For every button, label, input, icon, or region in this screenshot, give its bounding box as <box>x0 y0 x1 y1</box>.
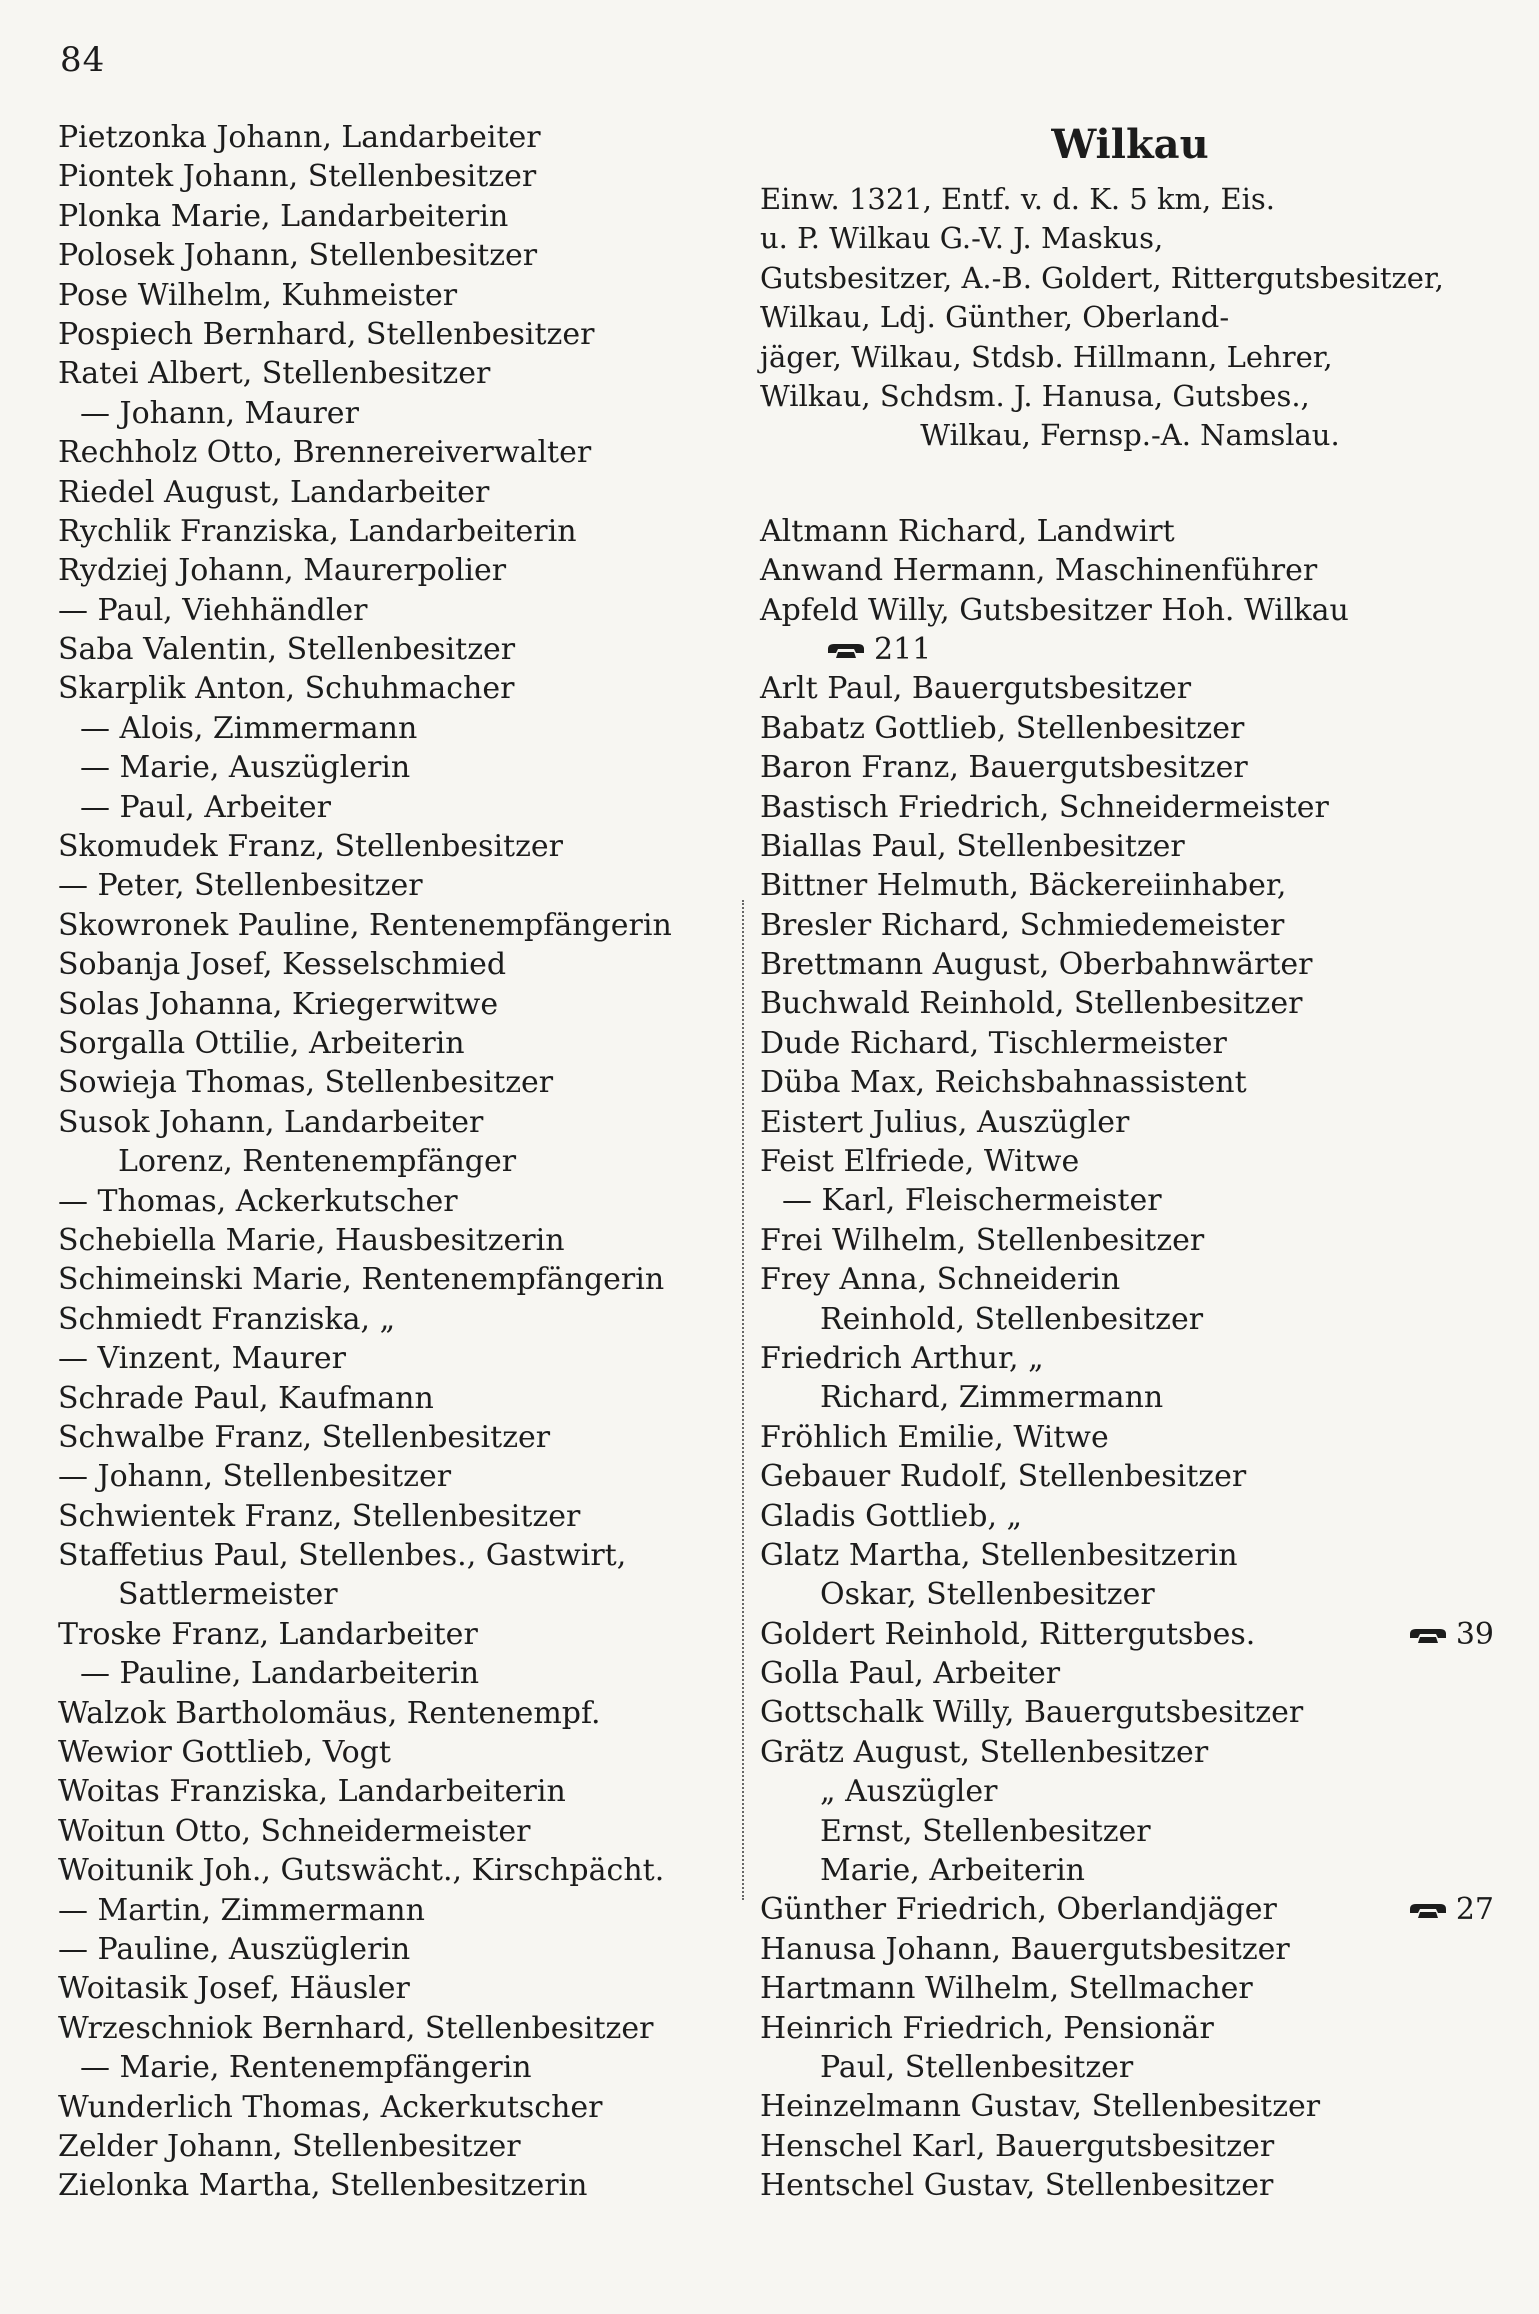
entry-text: Ratei Albert, Stellenbesitzer <box>58 356 491 392</box>
right-column <box>760 118 1500 2206</box>
entry-text: — Karl, Fleischermeister <box>782 1183 1162 1219</box>
entry-text: Henschel Karl, Bauergutsbesitzer <box>760 2128 1275 2164</box>
intro-line: jäger, Wilkau, Stdsb. Hillmann, Lehrer, <box>760 339 1333 374</box>
phone-reference <box>1402 1890 1494 1929</box>
directory-entry <box>58 1300 738 1339</box>
directory-entry <box>58 315 738 354</box>
directory-entry <box>760 2048 1500 2087</box>
entry-text: Schwientek Franz, Stellenbesitzer <box>58 1498 581 1534</box>
directory-entry <box>58 2127 738 2166</box>
entry-text: Buchwald Reinhold, Stellenbesitzer <box>760 986 1303 1022</box>
directory-entry <box>760 591 1500 630</box>
entry-text: Babatz Gottlieb, Stellenbesitzer <box>760 710 1245 746</box>
right-entries <box>760 512 1500 2206</box>
directory-entry <box>760 2009 1500 2048</box>
entry-text: Frei Wilhelm, Stellenbesitzer <box>760 1222 1205 1258</box>
directory-entry <box>58 866 738 905</box>
entry-text: Gebauer Rudolf, Stellenbesitzer <box>760 1459 1247 1495</box>
directory-entry <box>58 433 738 472</box>
entry-text: Piontek Johann, Stellenbesitzer <box>58 159 537 195</box>
entry-text: — Peter, Stellenbesitzer <box>58 868 423 904</box>
directory-entry <box>760 1221 1500 1260</box>
phone-number: 39 <box>1455 1616 1494 1652</box>
directory-entry <box>760 2127 1500 2166</box>
entry-text: Riedel August, Landarbeiter <box>58 474 490 510</box>
entry-text: Woitunik Joh., Gutswächt., Kirschpächt. <box>58 1853 665 1889</box>
entry-text: Bittner Helmuth, Bäckereiinhaber, <box>760 868 1287 904</box>
directory-entry <box>58 1733 738 1772</box>
directory-entry <box>760 1615 1500 1654</box>
directory-entry <box>58 669 738 708</box>
entry-text: Pietzonka Johann, Landarbeiter <box>58 120 541 155</box>
directory-entry <box>760 1930 1500 1969</box>
directory-entry <box>58 1891 738 1930</box>
directory-entry <box>58 354 738 393</box>
directory-entry <box>760 1300 1500 1339</box>
directory-entry <box>760 1378 1500 1417</box>
directory-entry <box>760 2166 1500 2205</box>
entry-text: Dude Richard, Tischlermeister <box>760 1025 1227 1061</box>
entry-text: Zelder Johann, Stellenbesitzer <box>58 2128 521 2164</box>
directory-entry <box>760 748 1500 787</box>
entry-text: Gladis Gottlieb, „ <box>760 1498 1023 1534</box>
directory-entry <box>58 827 738 866</box>
entry-text: Sobanja Josef, Kesselschmied <box>58 947 507 983</box>
directory-entry <box>58 1457 738 1496</box>
directory-entry <box>760 827 1500 866</box>
directory-entry <box>58 906 738 945</box>
entry-text: Saba Valentin, Stellenbesitzer <box>58 632 516 668</box>
entry-text: Feist Elfriede, Witwe <box>760 1144 1080 1180</box>
section-title: Wilkau <box>1051 121 1209 168</box>
entry-text: Glatz Martha, Stellenbesitzerin <box>760 1537 1238 1573</box>
directory-entry <box>58 512 738 551</box>
directory-entry <box>760 1693 1500 1732</box>
entry-text: Skarplik Anton, Schuhmacher <box>58 671 515 707</box>
directory-entry <box>760 1181 1500 1220</box>
directory-entry <box>58 985 738 1024</box>
entry-text: Schrade Paul, Kaufmann <box>58 1380 434 1416</box>
entry-text: Schebiella Marie, Hausbesitzerin <box>58 1222 565 1258</box>
directory-entry <box>760 630 1500 669</box>
directory-entry <box>760 551 1500 590</box>
entry-text: Baron Franz, Bauergutsbesitzer <box>760 750 1248 786</box>
directory-entry <box>58 1969 738 2008</box>
entry-text: — Thomas, Ackerkutscher <box>58 1183 458 1219</box>
directory-entry <box>760 1497 1500 1536</box>
directory-entry <box>58 1379 738 1418</box>
directory-entry <box>760 1536 1500 1575</box>
entry-text: Solas Johanna, Kriegerwitwe <box>58 986 499 1022</box>
entry-text: Staffetius Paul, Stellenbes., Gastwirt, <box>58 1538 627 1574</box>
entry-text: Schwalbe Franz, Stellenbesitzer <box>58 1419 551 1455</box>
entry-text: — Marie, Auszüglerin <box>80 750 411 786</box>
entry-text: Hartmann Wilhelm, Stellmacher <box>760 1971 1253 2007</box>
entry-text: Pospiech Bernhard, Stellenbesitzer <box>58 316 595 352</box>
section-intro <box>760 180 1500 456</box>
directory-entry <box>58 1142 738 1181</box>
entry-text: — Johann, Stellenbesitzer <box>58 1459 452 1495</box>
entry-text: Arlt Paul, Bauergutsbesitzer <box>760 671 1192 707</box>
intro-line: Wilkau, Fernsp.-A. Namslau. <box>920 418 1340 453</box>
entry-text: Gottschalk Willy, Bauergutsbesitzer <box>760 1695 1304 1731</box>
entry-text: Rydziej Johann, Maurerpolier <box>58 553 507 589</box>
entry-text: — Marie, Rentenempfängerin <box>80 2050 532 2086</box>
directory-entry <box>58 197 738 236</box>
entry-text: „ Auszügler <box>820 1774 998 1810</box>
directory-entry <box>760 1575 1500 1614</box>
directory-entry <box>760 1142 1500 1181</box>
telephone-icon <box>826 642 866 660</box>
entry-text: Plonka Marie, Landarbeiterin <box>58 198 509 234</box>
directory-entry <box>58 2088 738 2127</box>
entry-text: — Pauline, Auszüglerin <box>58 1931 411 1967</box>
directory-entry <box>760 788 1500 827</box>
directory-entry <box>58 2166 738 2205</box>
entry-text: — Paul, Arbeiter <box>80 789 331 825</box>
entry-text: Wrzeschniok Bernhard, Stellenbesitzer <box>58 2010 654 2046</box>
directory-entry <box>760 1024 1500 1063</box>
entry-text: Golla Paul, Arbeiter <box>760 1656 1061 1692</box>
directory-entry <box>760 1654 1500 1693</box>
entry-text: Richard, Zimmermann <box>820 1380 1164 1416</box>
telephone-icon <box>1408 1902 1448 1920</box>
directory-entry <box>58 1930 738 1969</box>
directory-entry <box>58 118 738 157</box>
directory-entry <box>58 788 738 827</box>
directory-entry <box>760 2087 1500 2126</box>
entry-text: Paul, Stellenbesitzer <box>820 2050 1134 2085</box>
entry-text: Bresler Richard, Schmiedemeister <box>760 907 1285 943</box>
directory-entry <box>58 1418 738 1457</box>
entry-text: Sowieja Thomas, Stellenbesitzer <box>58 1065 554 1101</box>
directory-entry <box>58 1536 738 1575</box>
entry-text: Wunderlich Thomas, Ackerkutscher <box>58 2089 603 2125</box>
intro-line: Gutsbesitzer, A.-B. Goldert, Rittergutsbesitzer, Wilkau, Ldj. Günther, Oberland- <box>760 260 1444 335</box>
directory-entry <box>58 1339 738 1378</box>
entry-text: Fröhlich Emilie, Witwe <box>760 1419 1109 1455</box>
directory-entry <box>58 1654 738 1693</box>
entry-text: Hanusa Johann, Bauergutsbesitzer <box>760 1931 1290 1967</box>
directory-entry <box>58 1103 738 1142</box>
entry-text: Altmann Richard, Landwirt <box>760 513 1175 549</box>
directory-entry <box>760 1457 1500 1496</box>
directory-entry <box>58 591 738 630</box>
entry-text: Polosek Johann, Stellenbesitzer <box>58 238 538 274</box>
directory-entry <box>58 1772 738 1811</box>
entry-text: Günther Friedrich, Oberlandjäger <box>760 1892 1277 1928</box>
directory-entry <box>58 2009 738 2048</box>
section-spacer <box>760 456 1500 512</box>
directory-entry <box>760 1733 1500 1772</box>
entry-text: Apfeld Willy, Gutsbesitzer Hoh. Wilkau <box>760 592 1349 628</box>
entry-text: Heinrich Friedrich, Pensionär <box>760 2010 1214 2046</box>
entry-text: Troske Franz, Landarbeiter <box>58 1616 478 1652</box>
directory-entry <box>58 236 738 275</box>
directory-entry <box>58 1260 738 1299</box>
left-column <box>58 118 738 2206</box>
directory-entry <box>58 1221 738 1260</box>
directory-entry <box>760 1969 1500 2008</box>
entry-text: Bastisch Friedrich, Schneidermeister <box>760 789 1329 825</box>
page-number: 84 <box>60 40 106 80</box>
directory-entry <box>58 1851 738 1890</box>
directory-entry <box>58 157 738 196</box>
directory-entry <box>760 1260 1500 1299</box>
directory-entry <box>58 1812 738 1851</box>
entry-text: Skomudek Franz, Stellenbesitzer <box>58 829 564 865</box>
entry-text: Skowronek Pauline, Rentenempfängerin <box>58 907 672 943</box>
directory-entry <box>58 473 738 512</box>
entry-text: — Alois, Zimmermann <box>80 710 418 746</box>
entry-text: Sattlermeister <box>118 1577 338 1613</box>
directory-entry <box>760 866 1500 905</box>
entry-text: Rychlik Franziska, Landarbeiterin <box>58 513 577 549</box>
directory-entry <box>58 945 738 984</box>
entry-text: Woitun Otto, Schneidermeister <box>58 1813 531 1849</box>
intro-line: u. P. Wilkau G.-V. J. Maskus, <box>760 221 1164 256</box>
entry-text: Woitasik Josef, Häusler <box>58 1971 410 2007</box>
directory-entry <box>58 394 738 433</box>
entry-text: Zielonka Martha, Stellenbesitzerin <box>58 2168 588 2204</box>
entry-text: Schmiedt Franziska, „ <box>58 1301 396 1337</box>
entry-text: Pose Wilhelm, Kuhmeister <box>58 277 458 313</box>
directory-entry <box>58 709 738 748</box>
directory-entry <box>760 984 1500 1023</box>
phone-number: 211 <box>874 631 932 667</box>
entry-text: Wewior Gottlieb, Vogt <box>58 1735 391 1771</box>
entry-text: — Johann, Maurer <box>80 395 359 431</box>
directory-entry <box>58 1694 738 1733</box>
directory-entry <box>760 1812 1500 1851</box>
entry-text: Reinhold, Stellenbesitzer <box>820 1301 1204 1337</box>
entry-text: Rechholz Otto, Brennereiverwalter <box>58 435 592 471</box>
directory-entry <box>58 748 738 787</box>
entry-text: Schimeinski Marie, Rentenempfängerin <box>58 1262 665 1298</box>
entry-text: — Martin, Zimmermann <box>58 1892 425 1928</box>
entry-text: Heinzelmann Gustav, Stellenbesitzer <box>760 2089 1321 2125</box>
directory-entry <box>760 1851 1500 1890</box>
directory-entry <box>58 551 738 590</box>
column-divider <box>742 900 744 1900</box>
entry-text: Lorenz, Rentenempfänger <box>118 1144 517 1180</box>
entry-text: Susok Johann, Landarbeiter <box>58 1104 484 1140</box>
directory-entry <box>760 1103 1500 1142</box>
entry-text: Eistert Julius, Auszügler <box>760 1104 1130 1140</box>
entry-text: Ernst, Stellenbesitzer <box>820 1813 1151 1849</box>
entry-text: Anwand Hermann, Maschinenführer <box>760 553 1318 589</box>
entry-text: Goldert Reinhold, Rittergutsbes. <box>760 1616 1256 1652</box>
directory-entry <box>760 669 1500 708</box>
directory-entry <box>58 1575 738 1614</box>
directory-entry <box>58 630 738 669</box>
directory-entry <box>760 709 1500 748</box>
directory-entry <box>760 1063 1500 1102</box>
intro-line: Einw. 1321, Entf. v. d. K. 5 km, Eis. <box>760 182 1276 216</box>
directory-entry <box>760 1418 1500 1457</box>
directory-entry <box>58 1615 738 1654</box>
entry-text: — Paul, Viehhändler <box>58 592 368 628</box>
entry-text: Düba Max, Reichsbahnassistent <box>760 1065 1247 1101</box>
directory-entry <box>760 945 1500 984</box>
entry-text: Biallas Paul, Stellenbesitzer <box>760 828 1185 864</box>
telephone-icon <box>1408 1627 1448 1645</box>
phone-number: 27 <box>1455 1892 1494 1928</box>
directory-entry <box>760 906 1500 945</box>
entry-text: — Pauline, Landarbeiterin <box>80 1656 480 1692</box>
directory-entry <box>58 2048 738 2087</box>
directory-entry <box>760 1772 1500 1811</box>
entry-text: Hentschel Gustav, Stellenbesitzer <box>760 2168 1274 2204</box>
entry-text: Walzok Bartholomäus, Rentenempf. <box>58 1695 601 1731</box>
entry-text: Marie, Arbeiterin <box>820 1853 1085 1889</box>
directory-entry <box>760 1890 1500 1929</box>
entry-text: — Vinzent, Maurer <box>58 1341 346 1377</box>
directory-entry <box>760 1339 1500 1378</box>
entry-text: Woitas Franziska, Landarbeiterin <box>58 1774 566 1810</box>
entry-text: Frey Anna, Schneiderin <box>760 1262 1121 1298</box>
phone-reference <box>820 632 931 667</box>
phone-reference <box>1402 1615 1494 1654</box>
directory-entry <box>58 1497 738 1536</box>
directory-entry <box>760 512 1500 551</box>
intro-line: Wilkau, Schdsm. J. Hanusa, Gutsbes., <box>760 378 1310 413</box>
entry-text: Friedrich Arthur, „ <box>760 1340 1044 1376</box>
directory-entry <box>58 276 738 315</box>
entry-text: Sorgalla Ottilie, Arbeiterin <box>58 1025 465 1061</box>
entry-text: Grätz August, Stellenbesitzer <box>760 1734 1209 1770</box>
directory-entry <box>58 1024 738 1063</box>
entry-text: Oskar, Stellenbesitzer <box>820 1577 1155 1613</box>
directory-entry <box>58 1063 738 1102</box>
directory-entry <box>58 1182 738 1221</box>
entry-text: Brettmann August, Oberbahnwärter <box>760 947 1313 983</box>
